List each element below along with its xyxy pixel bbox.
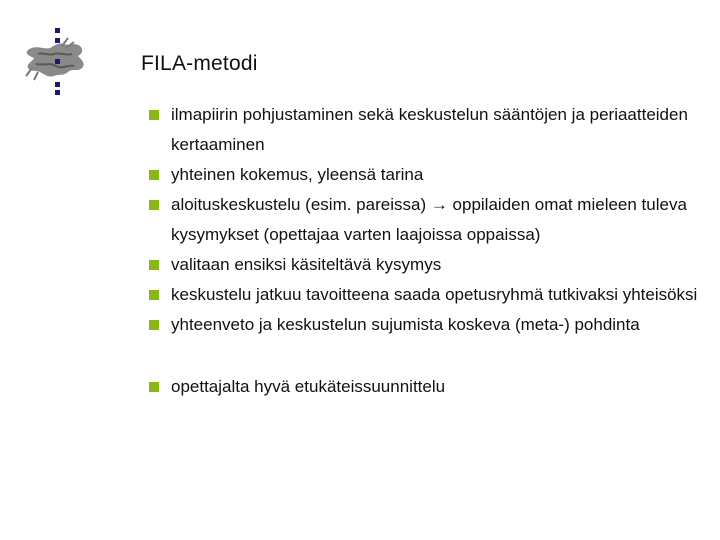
bullet-item — [149, 160, 709, 190]
bullet-square-icon — [149, 382, 159, 392]
bullet-item — [149, 372, 709, 402]
bullet-square-icon — [149, 320, 159, 330]
bullet-text: aloituskeskustelu (esim. pareissa) → oppilaiden omat mieleen tuleva kysymykset (opettajaa varten laajoissa oppaissa) — [171, 195, 687, 244]
bullet-item — [149, 100, 709, 160]
slide-title: FILA-metodi — [141, 52, 258, 75]
bullet-text: yhteenveto ja keskustelun sujumista koskeva (meta-) pohdinta — [171, 315, 640, 334]
university-logo-icon — [22, 28, 92, 96]
bullet-spacer — [149, 340, 709, 372]
bullet-text: keskustelu jatkuu tavoitteena saada opetusryhmä tutkivaksi yhteisöksi — [171, 285, 698, 304]
bullet-square-icon — [149, 110, 159, 120]
bullet-square-icon — [149, 200, 159, 210]
bullet-item — [149, 190, 709, 250]
bullet-square-icon — [149, 290, 159, 300]
bullet-text: valitaan ensiksi käsiteltävä kysymys — [171, 255, 442, 274]
bullet-item — [149, 280, 709, 310]
bullet-list — [149, 100, 709, 402]
bullet-text: opettajalta hyvä etukäteissuunnittelu — [171, 377, 446, 396]
bullet-item — [149, 310, 709, 340]
bullet-text: ilmapiirin pohjustaminen sekä keskustelun sääntöjen ja periaatteiden kertaaminen — [171, 105, 688, 154]
bullet-square-icon — [149, 260, 159, 270]
bullet-item — [149, 250, 709, 280]
bullet-text: yhteinen kokemus, yleensä tarina — [171, 165, 424, 184]
bullet-square-icon — [149, 170, 159, 180]
